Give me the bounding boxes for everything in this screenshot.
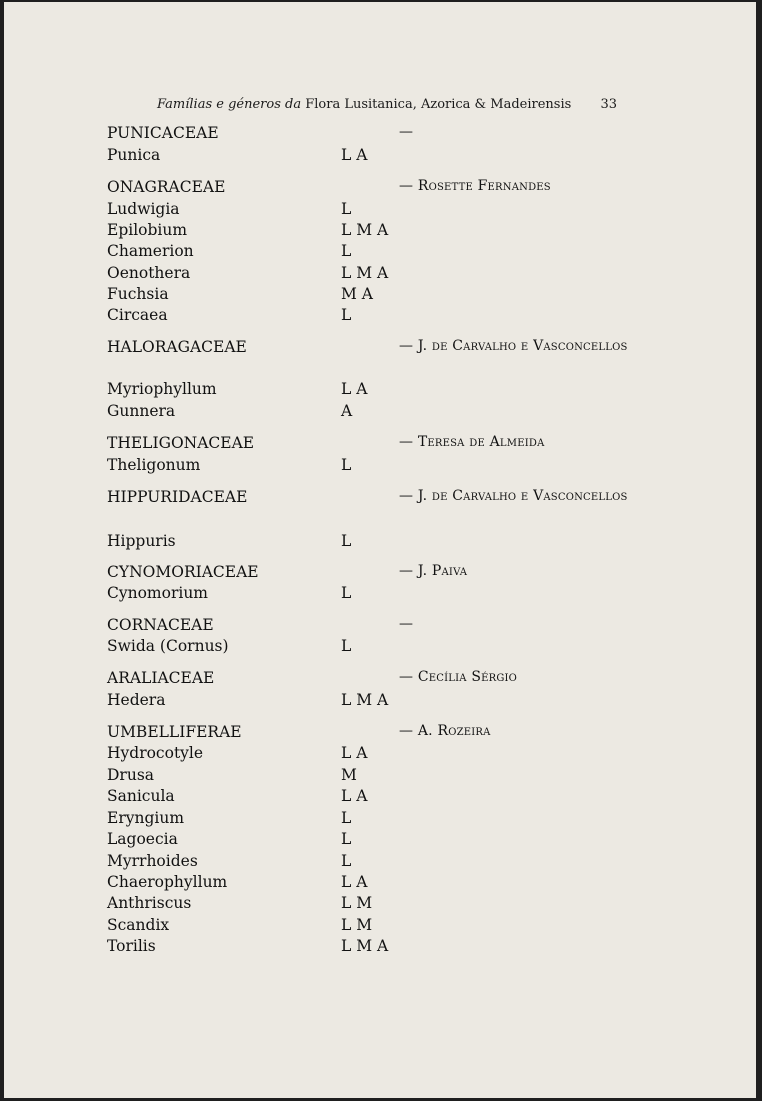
running-header <box>157 97 617 117</box>
list-item <box>107 219 627 241</box>
distribution: M A <box>341 285 373 303</box>
distribution: L A <box>341 744 368 762</box>
distribution: L A <box>341 380 368 398</box>
distribution: L <box>341 532 352 550</box>
taxon-name: Hippuris <box>107 532 176 550</box>
author: — J. Paiva <box>399 563 468 579</box>
list-item <box>107 240 627 262</box>
taxon-name: ARALIACEAE <box>107 669 215 687</box>
list-item <box>107 892 627 914</box>
author: — J. de Carvalho e Vasconcellos <box>399 488 628 504</box>
list-item <box>107 378 627 400</box>
taxon-name: ONAGRACEAE <box>107 178 226 196</box>
list-item <box>107 807 627 829</box>
taxon-name: Punica <box>107 146 161 164</box>
list-item <box>107 764 627 786</box>
list-item <box>107 914 627 936</box>
list-item <box>107 742 627 764</box>
list-item <box>107 176 627 198</box>
taxon-name: Eryngium <box>107 809 185 827</box>
taxon-name: Oenothera <box>107 264 191 282</box>
author: — Rosette Fernandes <box>399 178 551 194</box>
author: — A. Rozeira <box>399 723 491 739</box>
list-item <box>107 582 627 604</box>
taxon-name: Swida (Cornus) <box>107 637 229 655</box>
taxon-name: Cynomorium <box>107 584 209 602</box>
distribution: L <box>341 200 352 218</box>
distribution: M <box>341 766 357 784</box>
list-item <box>107 486 627 508</box>
distribution: L A <box>341 787 368 805</box>
taxon-name: Hedera <box>107 691 166 709</box>
distribution: L <box>341 242 352 260</box>
list-item <box>107 454 627 476</box>
list-item <box>107 828 627 850</box>
taxon-name: Myriophyllum <box>107 380 217 398</box>
taxon-name: Ludwigia <box>107 200 180 218</box>
distribution: L M A <box>341 221 389 239</box>
list-item <box>107 198 627 220</box>
list-item <box>107 635 627 657</box>
taxon-name: HIPPURIDACEAE <box>107 488 248 506</box>
distribution: L M A <box>341 264 389 282</box>
header-title: Flora Lusitanica, Azorica & Madeirensis <box>305 97 572 112</box>
distribution: L M <box>341 916 373 934</box>
taxon-name: CYNOMORIACEAE <box>107 563 259 581</box>
distribution: L M <box>341 894 373 912</box>
list-item <box>107 144 627 166</box>
taxon-name: Scandix <box>107 916 170 934</box>
taxon-name: Sanicula <box>107 787 175 805</box>
taxon-name: Fuchsia <box>107 285 169 303</box>
list-item <box>107 400 627 422</box>
list-item <box>107 262 627 284</box>
taxon-name: Theligonum <box>107 456 201 474</box>
list-item <box>107 721 627 743</box>
distribution: A <box>341 402 353 420</box>
distribution: L <box>341 456 352 474</box>
list-item <box>107 304 627 326</box>
taxon-name: Anthriscus <box>107 894 192 912</box>
distribution: L <box>341 584 352 602</box>
document-page <box>4 2 756 1098</box>
list-item <box>107 614 627 636</box>
list-item <box>107 336 627 358</box>
distribution: L A <box>341 873 368 891</box>
list-item <box>107 935 627 957</box>
taxon-name: UMBELLIFERAE <box>107 723 242 741</box>
author: — Teresa de Almeida <box>399 434 545 450</box>
list-item <box>107 530 627 552</box>
taxon-name: Epilobium <box>107 221 188 239</box>
taxon-name: Drusa <box>107 766 155 784</box>
list-item <box>107 283 627 305</box>
list-item <box>107 785 627 807</box>
author: — Cecília Sérgio <box>399 669 518 685</box>
distribution: L <box>341 852 352 870</box>
list-item <box>107 871 627 893</box>
taxon-name: HALORAGACEAE <box>107 338 247 356</box>
taxon-name: Chamerion <box>107 242 194 260</box>
list-item <box>107 689 627 711</box>
list-item <box>107 667 627 689</box>
author: — <box>399 124 414 140</box>
list-item <box>107 122 627 144</box>
taxon-name: Myrrhoides <box>107 852 198 870</box>
taxon-name: Gunnera <box>107 402 176 420</box>
author: — J. de Carvalho e Vasconcellos <box>399 338 628 354</box>
distribution: L <box>341 306 352 324</box>
header-title-italic: Famílias e géneros da <box>157 97 302 112</box>
taxon-name: Torilis <box>107 937 156 955</box>
taxon-name: Lagoecia <box>107 830 178 848</box>
distribution: L A <box>341 146 368 164</box>
taxon-name: Circaea <box>107 306 168 324</box>
taxon-name: Chaerophyllum <box>107 873 228 891</box>
taxon-name: CORNACEAE <box>107 616 214 634</box>
taxon-name: THELIGONACEAE <box>107 434 255 452</box>
taxon-name: Hydrocotyle <box>107 744 204 762</box>
author: — <box>399 616 414 632</box>
list-item <box>107 432 627 454</box>
distribution: L <box>341 637 352 655</box>
distribution: L <box>341 830 352 848</box>
taxon-name: PUNICACEAE <box>107 124 219 142</box>
list-item <box>107 561 627 583</box>
distribution: L M A <box>341 691 389 709</box>
distribution: L M A <box>341 937 389 955</box>
list-item <box>107 850 627 872</box>
distribution: L <box>341 809 352 827</box>
page-number: 33 <box>600 97 617 112</box>
